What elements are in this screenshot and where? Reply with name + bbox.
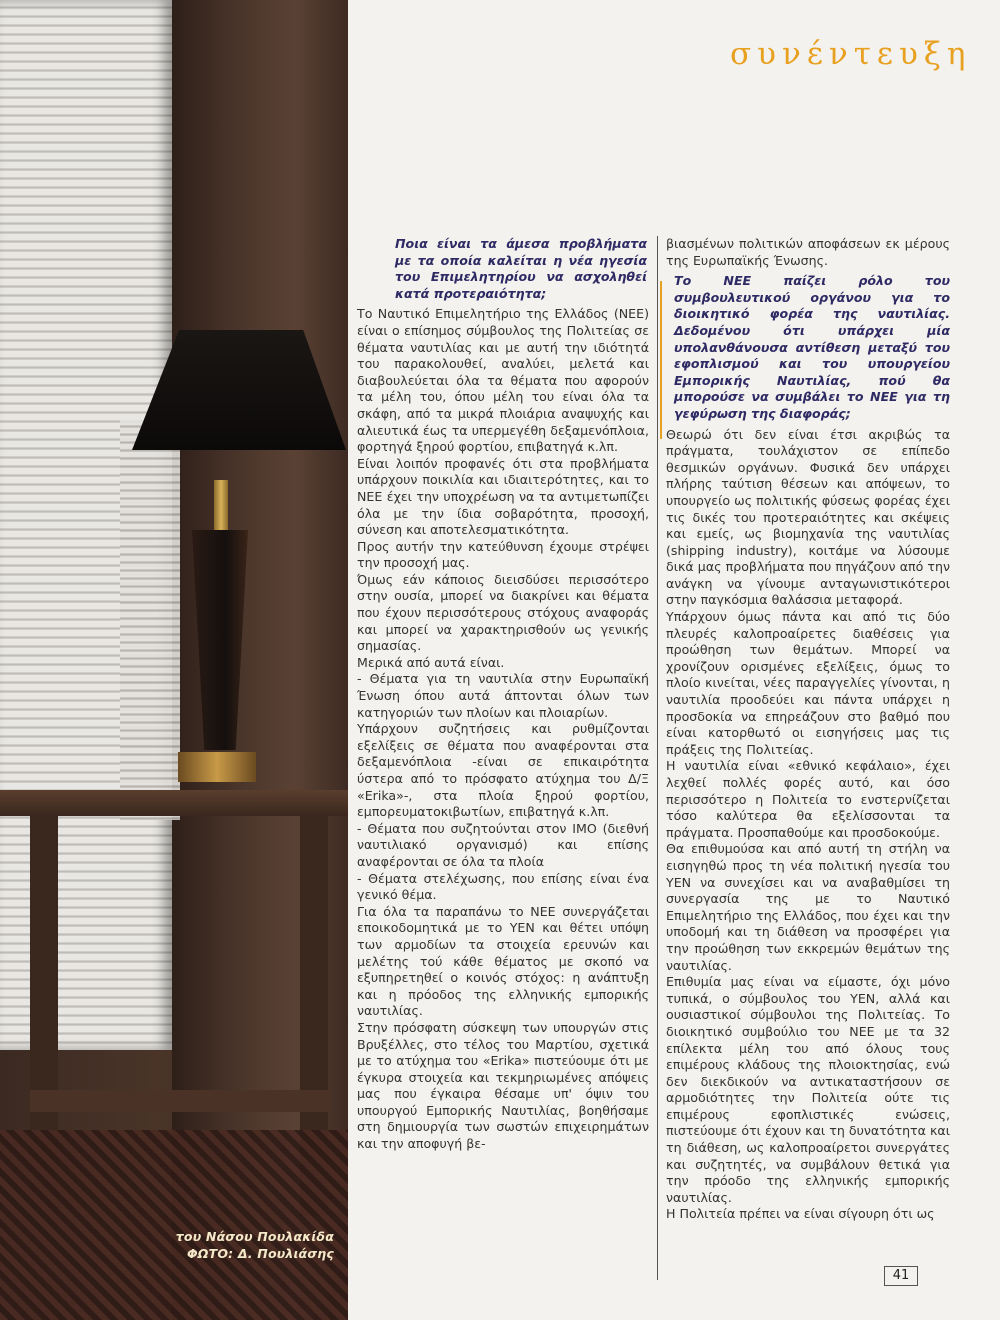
credit-author: του Νάσου Πουλακίδα	[175, 1229, 334, 1244]
section-title: συνέντευξη	[730, 36, 972, 72]
credit-photographer: ΦΩΤΟ: Δ. Πουλιάσης	[186, 1246, 334, 1261]
interview-question: Ποια είναι τα άμεσα προβλήματα με τα οποία καλείται η νέα ηγεσία του Επιμελητηρίου να ασχοληθεί κατά προτεραιότητα;	[395, 236, 647, 301]
paragraph: Το Ναυτικό Επιμελητήριο της Ελλάδος (ΝΕΕ) είναι ο επίσημος σύμβουλος της Πολιτείας σε θέματα ναυτιλίας και με αυτή την ιδιότητά του παρακολουθεί, αναλύει, μελετά και διαβουλεύεται όλα τα θέματα που αφορούν τα μέλη του, όπου μέλη του είναι όλα τα σκάφη, από τα μικρά πλοιάρια αναψυχής και αλιευτικά έως τα υπερμεγέθη δεξαμενόπλοια, φορτηγά ξηρού φορτίου, επιβατηγά κ.λπ.	[357, 306, 649, 455]
side-table-shelf	[30, 1090, 330, 1112]
paragraph: Για όλα τα παραπάνω το ΝΕΕ συνεργάζεται εποικοδομητικά με το ΥΕΝ και θέτει υπόψη των αρμοδίων τα στοιχεία ερευνών και μελέτης τού κάθε θέματος με σκοπό να εξυπηρετηθεί ο κοινός στόχος: η ανάπτυξη και η πρόοδος της ελληνικής εμπορικής ναυτιλίας.	[357, 903, 649, 1019]
rug	[0, 1130, 348, 1320]
paragraph: - Θέματα που συζητούνται στον ΙΜΟ (διεθνή ναυτιλιακό οργανισμό) και επίσης αναφέρονται σε όλα τα πλοία	[357, 820, 649, 869]
paragraph: - Θέματα για τη ναυτιλία στην Ευρωπαϊκή Ένωση όπου αυτά άπτονται όλων των κατηγοριών των πλοίων και πλοιαρίων.	[357, 671, 649, 720]
question-accent-rule	[660, 281, 662, 439]
paragraph: Η ναυτιλία είναι «εθνικό κεφάλαιο», έχει λεχθεί πολλές φορές αυτό, και όσο περισσότερο η Πολιτεία το ενστερνίζεται τόσο καλύτερα θα εξελίσσονται τα πράγματα. Προσπαθούμε και προσδοκούμε.	[666, 758, 950, 840]
paragraph: Προς αυτήν την κατεύθυνση έχουμε στρέψει την προσοχή μας.	[357, 538, 649, 571]
paragraph: Στην πρόσφατη σύσκεψη των υπουργών στις Βρυξέλλες, στο τέλος του Μαρτίου, σχετικά με το ατύχημα του «Erika» πιστεύουμε ότι με έγκυρα στοιχεία και τεκμηριωμένες απόψεις μας που έγκαιρα θέσαμε υπ' όψιν του υπουργού Εμπορικής Ναυτιλίας, βοηθήσαμε στη δημιουργία των σωστών επιχειρημάτων και την αποφυγή βε-	[357, 1019, 649, 1152]
paragraph: Μερικά από αυτά είναι.	[357, 654, 505, 670]
paragraph: Όμως εάν κάποιος διεισδύσει περισσότερο στην ουσία, μπορεί να διακρίνει και θέματα που έχουν περισσότερους στόχους αναφοράς και μπορεί να χαρακτηρισθούν ως γενικής σημασίας.	[357, 571, 649, 654]
lamp-base	[178, 752, 256, 782]
column-divider	[657, 236, 658, 1280]
interview-question: Το ΝΕΕ παίζει ρόλο του συμβουλευτικού οργάνου για το διοικητικό φορέα της ναυτιλίας. Δεδομένου ότι υπάρχει μία υπολανθάνουσα αντίθεση μεταξύ του εφοπλισμού και του υπουργείου Εμπορικής Ναυτιλίας, πού θα μπορούσε να συμβάλει το ΝΕΕ για τη γεφύρωση της διαφοράς;	[674, 273, 950, 421]
photo-credits	[176, 1228, 334, 1262]
paragraph: Θεωρώ ότι δεν είναι έτσι ακριβώς τα πράγματα, τουλάχιστον σε επίπεδο θεσμικών οργάνων. Φυσικά δεν υπάρχει πλήρης ταύτιση θέσεων και απόψεων, το υπουργείο ως πολιτικής φύσεως φορέας έχει τις δικές του προτεραιότητες και σκέψεις και εμείς, ως βιομηχανία της ναυτιλίας (shipping industry), κοιτάμε να λύσουμε δικά μας προβλήματα που πηγάζουν από την ανάγκη να γίνουμε ανταγωνιστικότεροι στην παγκόσμια θαλάσσια μεταφορά.	[666, 426, 950, 608]
interior-photo	[0, 0, 348, 1320]
paragraph: Υπάρχουν όμως πάντα και από τις δύο πλευρές καλοπροαίρετες διαθέσεις για προώθηση των θεμάτων. Μπορεί να χρονίζουν ορισμένες εξελίξεις, όμως το πλοίο κινείται, νέες παραγγελίες γίνονται, η ναυτιλία προοδεύει και πάντα υπάρχει η προσδοκία να επηρεάζουν στο βαθμό που είναι κατορθωτό οι εισηγήσεις μας τις πράξεις της Πολιτείας.	[666, 609, 950, 757]
paragraph: - Θέματα στελέχωσης, που επίσης είναι ένα γενικό θέμα.	[357, 870, 649, 903]
page-number: 41	[884, 1266, 918, 1286]
article-column-1	[357, 236, 649, 1153]
paragraph: βιασμένων πολιτικών αποφάσεων εκ μέρους της Ευρωπαϊκής Ένωσης.	[666, 236, 950, 268]
side-table-top	[0, 790, 348, 816]
paragraph: Θα επιθυμούσα και από αυτή τη στήλη να εισηγηθώ προς τη νέα πολιτική ηγεσία του ΥΕΝ να συνεχίσει και να αναβαθμίσει τη συνεργασία της με το Ναυτικό Επιμελητήριο της Ελλάδος, που έχει και την υποδομή και τη διάθεση να προσφέρει για την προώθηση των εκκρεμών θεμάτων της ναυτιλίας.	[666, 841, 950, 973]
paragraph: Η Πολιτεία πρέπει να είναι σίγουρη ότι ως	[666, 1206, 935, 1222]
lamp-neck	[214, 480, 228, 535]
article-column-2	[666, 236, 950, 1223]
paragraph: Υπάρχουν συζητήσεις και ρυθμίζονται εξελίξεις σε θέματα που αναφέρονται στα δεξαμενόπλοια -είναι σε επικαιρότητα ύστερα από το πρόσφατο ατύχημα του Δ/Ξ «Erika»-, στα πλοία ξηρού φορτίου, εμπορευματοκιβωτίων, επιβατηγά κ.λπ.	[357, 721, 649, 820]
window-blinds-lower	[120, 420, 180, 820]
paragraph: Επιθυμία μας είναι να είμαστε, όχι μόνο τυπικά, ο σύμβουλος του ΥΕΝ, αλλά και ουσιαστικοί σύμβουλοι της Πολιτείας. Το διοικητικό συμβούλιο του ΝΕΕ με τα 32 επίλεκτα μέλη του από όλους τους επιμέρους κλάδους της πλοιοκτησίας, ενώ δεν διεκδικούν να αντικαταστήσουν σε αρμοδιότητες την Πολιτεία ούτε τις επιμέρους εφοπλιστικές ενώσεις, πιστεύουμε ότι έχουν και τη δυνατότητα και τη διάθεση, ως καλοπροαίρετοι συνεργάτες και συζητητές, να συμβάλουν θετικά για την πρόοδο της ελληνικής εμπορικής ναυτιλίας.	[666, 974, 950, 1205]
paragraph: Είναι λοιπόν προφανές ότι στα προβλήματα υπάρχουν ποικιλία και ιδιαιτερότητες, και το ΝΕΕ έχει την υποχρέωση να τα αντιμετωπίζει όλα με την ίδια σοβαρότητα, προσοχή, σύνεση και αποτελεσματικότητα.	[357, 455, 649, 538]
